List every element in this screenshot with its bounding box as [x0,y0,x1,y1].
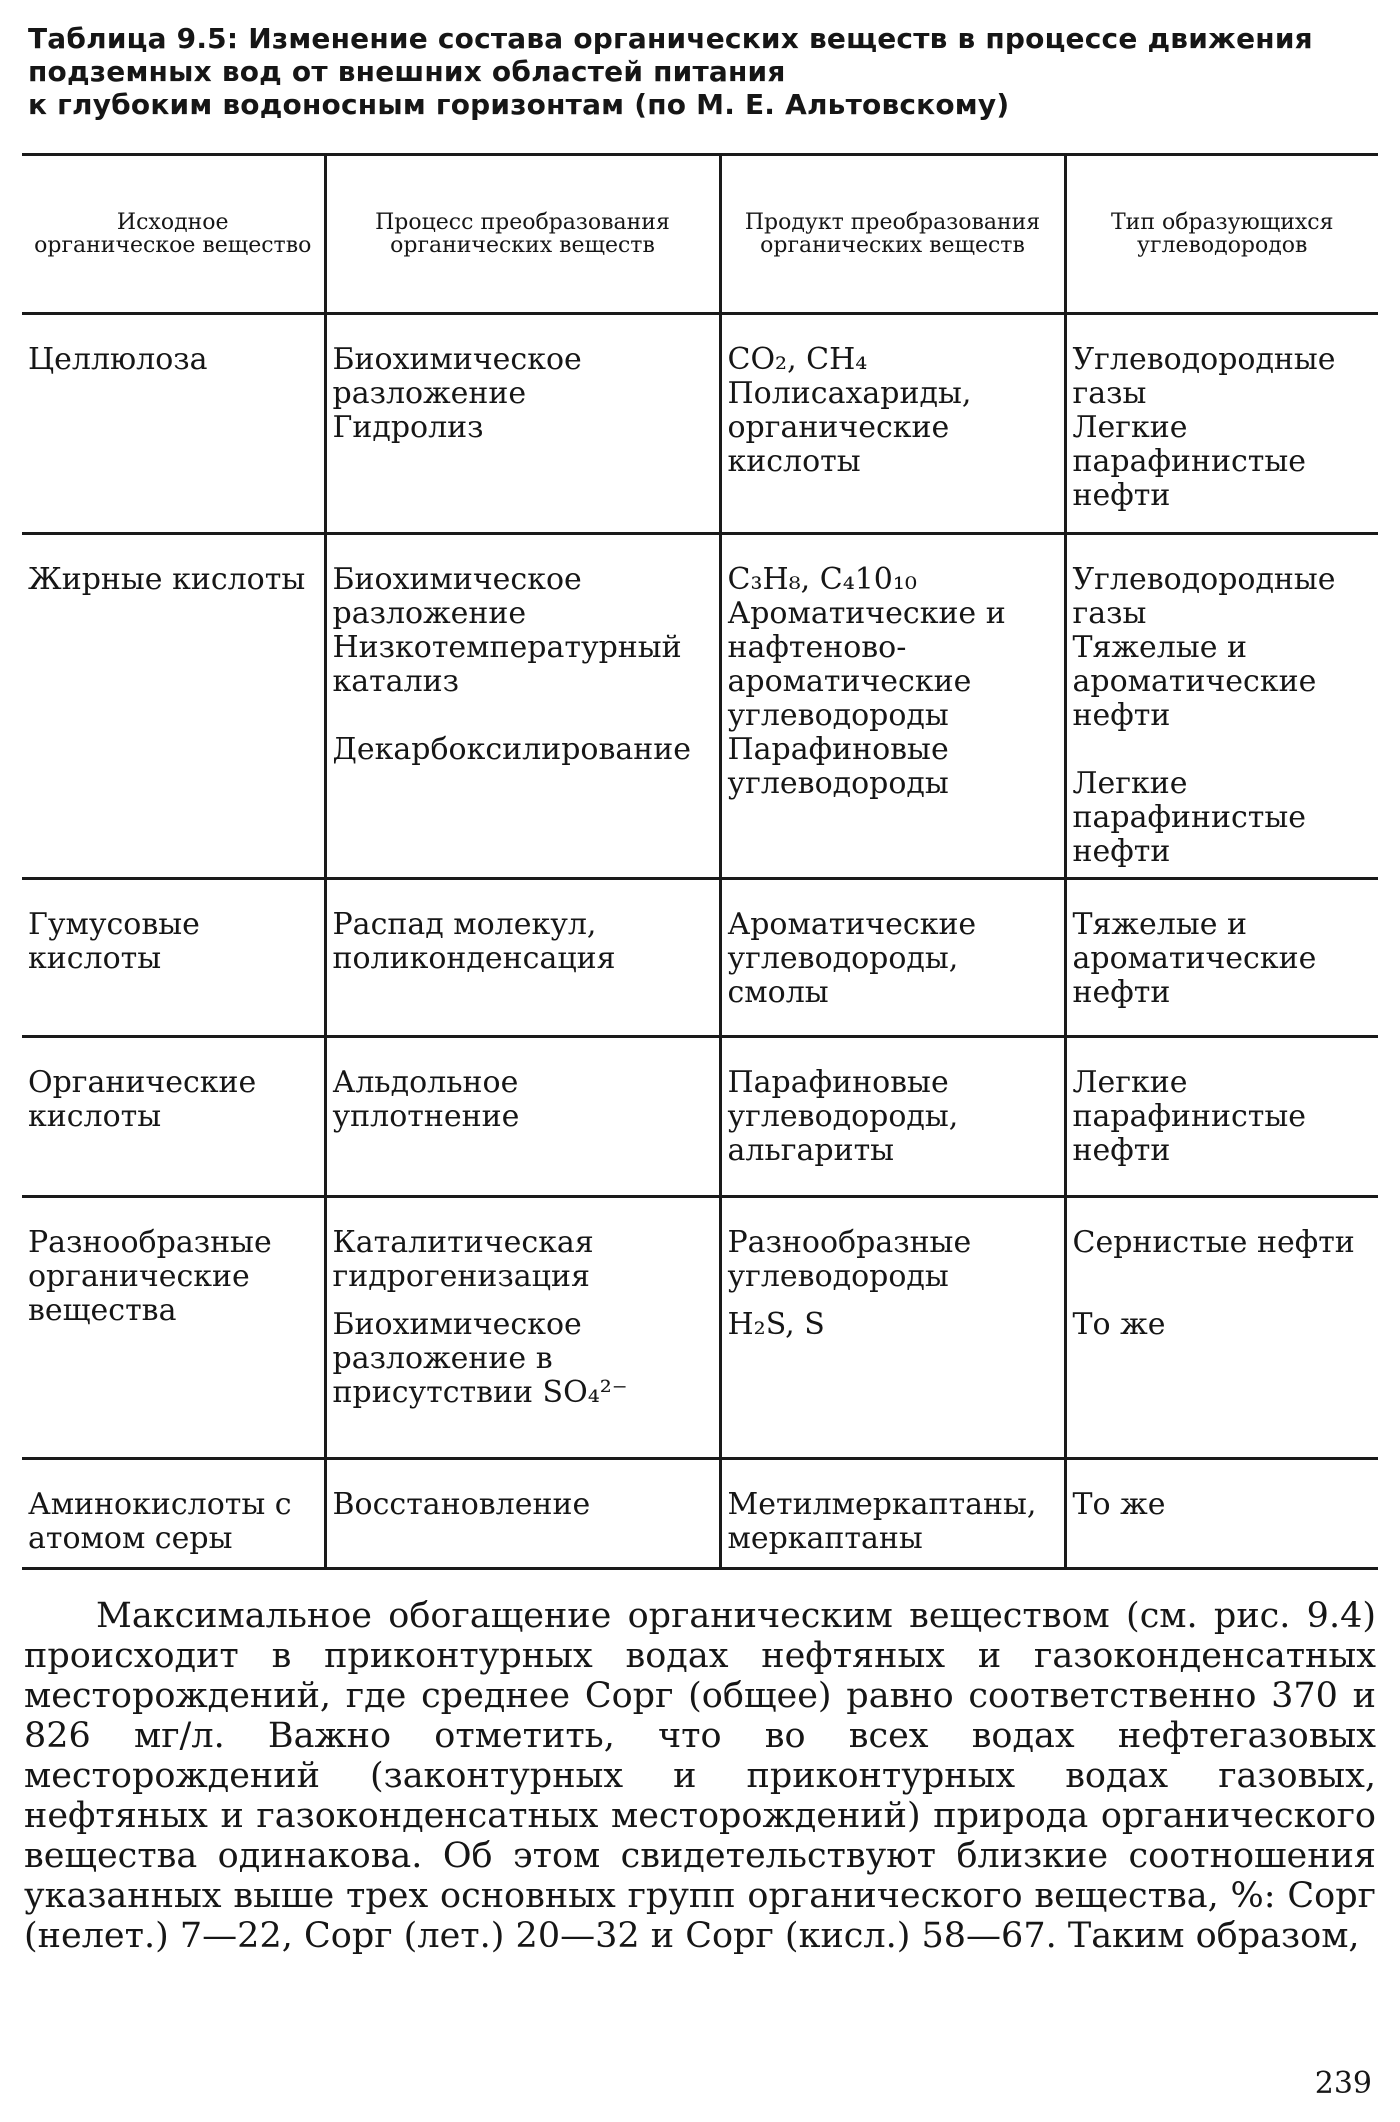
cell-product [720,1197,1065,1459]
cell-process [325,1037,720,1197]
type-text: То же [1072,1487,1166,1522]
cell-process [325,534,720,879]
type-text: Легкие парафинистые нефти [1072,1065,1306,1168]
cell-process [325,314,720,534]
page-number: 239 [1314,2066,1372,2101]
product-text: CO₂, CH₄ [727,342,868,377]
table-row [22,534,1378,879]
product-text: Парафиновые углеводороды, альгариты [727,1065,959,1168]
cell-source [22,1037,325,1197]
process-text: Гидролиз [332,410,484,445]
table-caption [28,22,1378,121]
product-text: Парафиновые углеводороды [727,732,949,801]
process-text: Биохимическое разложение [332,562,582,631]
process-text: Каталитическая гидрогенизация [332,1225,594,1294]
cell-source [22,534,325,879]
product-text: Метилмеркаптаны, меркаптаны [727,1487,1037,1556]
table-row [22,1459,1378,1569]
source-text: Органические кислоты [28,1065,257,1134]
organic-matter-table [22,153,1378,1570]
process-text: Декарбоксилирование [332,732,691,767]
source-text: Целлюлоза [28,342,208,377]
cell-type [1065,879,1378,1037]
type-text: Легкие парафинистые нефти [1072,410,1306,513]
cell-process [325,1459,720,1569]
paragraph-text: Максимальное обогащение органическим веществом (см. рис. 9.4) происходит в приконтурных водах нефтяных и газоконденсатных месторождений, где среднее Cорг (общее) равно соответственно 370 и 826 мг/л. Важно отметить, что во всех водах нефтегазовых месторождений (законтурных и приконтурных водах газовых, нефтяных и газоконденсатных месторождений) природа органического вещества одинакова. Об этом свидетельствуют близкие соотношения указанных выше трех основных групп органического вещества, %: Cорг (нелет.) 7—22, Cорг (лет.) 20—32 и Cорг (кисл.) 58—67. Таким образом, [24,1596,1376,1956]
source-text: Аминокислоты с атомом серы [28,1487,292,1556]
body-paragraph [24,1596,1376,1956]
cell-product [720,879,1065,1037]
header-product: Продукт преобразования органических веществ [720,155,1065,314]
process-text: Низкотемпературный катализ [332,630,682,699]
cell-source [22,1197,325,1459]
product-text: C₃H₈, C₄10₁₀ [727,562,917,597]
cell-source [22,314,325,534]
table-row [22,1037,1378,1197]
table-row [22,1197,1378,1459]
cell-type [1065,1037,1378,1197]
type-text: Тяжелые и ароматические нефти [1072,907,1317,1010]
caption-line-1: Таблица 9.5: Изменение состава органических веществ в процессе движения [28,22,1313,55]
product-text: H₂S, S [727,1307,825,1342]
source-text: Разнообразные органические вещества [28,1225,272,1328]
table-row [22,314,1378,534]
cell-source [22,1459,325,1569]
cell-type [1065,534,1378,879]
cell-product [720,1037,1065,1197]
type-text: То же [1072,1307,1166,1342]
type-text: Сернистые нефти [1072,1225,1355,1260]
table-row [22,879,1378,1037]
product-text: Полисахариды, органические кислоты [727,376,972,479]
process-text: Биохимическое разложение [332,342,582,411]
source-text: Гумусовые кислоты [28,907,200,976]
type-text: Углеводородные газы [1072,562,1336,631]
process-text: Альдольное уплотнение [332,1065,520,1134]
cell-type [1065,1197,1378,1459]
cell-type [1065,1459,1378,1569]
product-text: Разнообразные углеводороды [727,1225,972,1294]
header-type: Тип образующихся углеводородов [1065,155,1378,314]
cell-process [325,879,720,1037]
process-text: Восстановление [332,1487,591,1522]
cell-product [720,1459,1065,1569]
type-text: Углеводородные газы [1072,342,1336,411]
process-text: Биохимическое разложение в присутствии SO₄²⁻ [332,1307,628,1410]
header-process: Процесс преобразования органических веществ [325,155,720,314]
cell-source [22,879,325,1037]
cell-product [720,314,1065,534]
type-text: Легкие парафинистые нефти [1072,766,1306,869]
caption-line-3: к глубоким водоносным горизонтам (по М. Е. Альтовскому) [28,88,1010,121]
type-text: Тяжелые и ароматические нефти [1072,630,1317,733]
cell-process [325,1197,720,1459]
product-text: Ароматические углеводороды, смолы [727,907,977,1010]
header-source: Исходное органическое вещество [22,155,325,314]
source-text: Жирные кислоты [28,562,306,597]
caption-line-2: подземных вод от внешних областей питания [28,55,786,88]
cell-product [720,534,1065,879]
cell-type [1065,314,1378,534]
product-text: Ароматические и нафтеново-ароматические углеводороды [727,596,1006,733]
process-text: Распад молекул, поликонденсация [332,907,616,976]
table-header-row [22,155,1378,314]
